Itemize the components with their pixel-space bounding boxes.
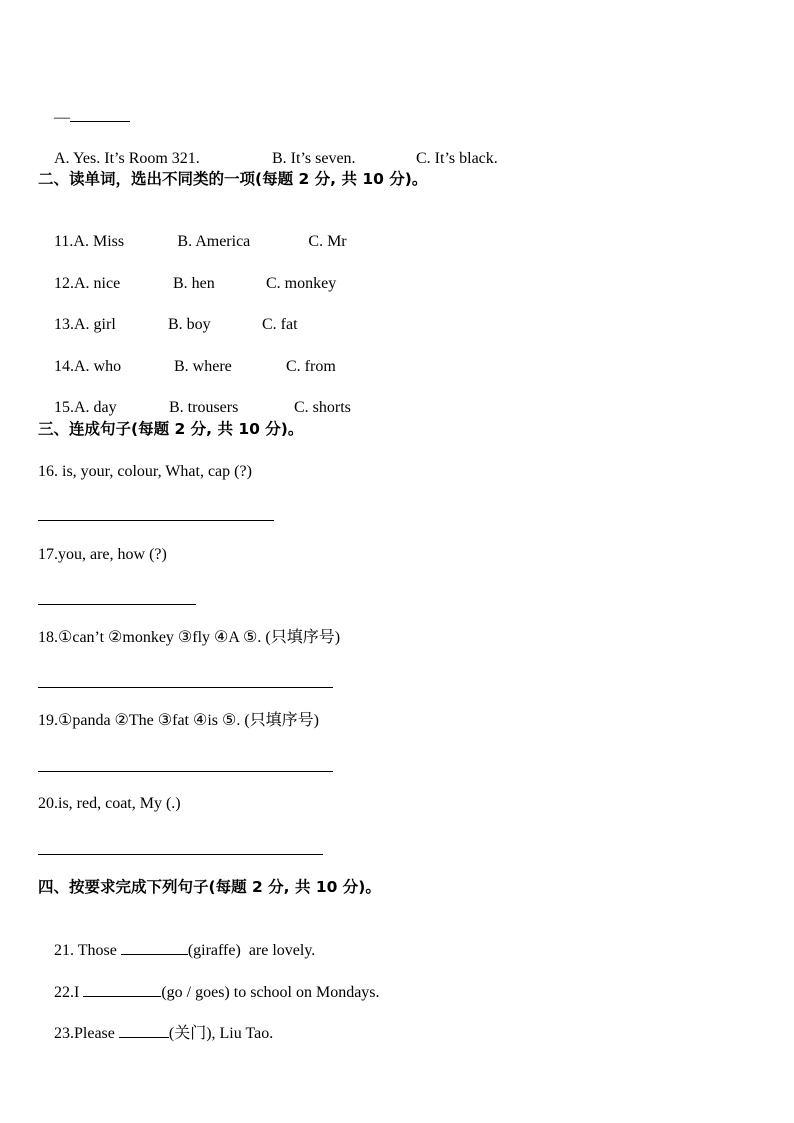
q20-prompt: 20.is, red, coat, My (.) <box>38 795 181 812</box>
q15-number: 15. <box>54 399 74 416</box>
q15-option-c: C. shorts <box>294 399 351 416</box>
q16-answer-line[interactable] <box>38 520 274 521</box>
q20-answer-line[interactable] <box>38 854 323 855</box>
q11-number: 11. <box>54 233 74 250</box>
q11-option-b: B. America <box>177 233 251 250</box>
section3-heading: 三、连成句子(每题 2 分, 共 10 分)。 <box>38 420 304 438</box>
q10-option-c: C. It’s black. <box>416 150 498 167</box>
q13-option-c: C. fat <box>262 316 298 333</box>
q21-pre: 21. Those <box>54 942 121 959</box>
q17-answer-line[interactable] <box>38 604 196 605</box>
q23 <box>38 1002 273 1064</box>
q13-option-b: B. boy <box>168 316 211 333</box>
q10-option-a: A. Yes. It’s Room 321. <box>54 150 200 167</box>
answer-blank[interactable] <box>70 106 130 122</box>
q22-pre: 22.I <box>54 984 84 1001</box>
q12-option-c: C. monkey <box>266 275 337 292</box>
q15-option-a: A. day <box>74 399 117 416</box>
q10-option-b: B. It’s seven. <box>272 150 356 167</box>
q11-option-c: C. Mr <box>308 233 347 250</box>
q14-option-c: C. from <box>286 358 336 375</box>
section4-heading: 四、按要求完成下列句子(每题 2 分, 共 10 分)。 <box>38 878 381 896</box>
section2-heading: 二、读单词，选出不同类的一项(每题 2 分, 共 10 分)。 <box>38 170 428 188</box>
q11-option-a: A. Miss <box>73 233 125 250</box>
q19-answer-line[interactable] <box>38 771 333 772</box>
answer-dash: — <box>54 109 70 126</box>
q12-option-b: B. hen <box>173 275 215 292</box>
q12-option-a: A. nice <box>74 275 121 292</box>
q14-option-a: A. who <box>74 358 122 375</box>
q22-blank[interactable] <box>83 981 161 997</box>
q19-prompt: 19.①panda ②The ③fat ④is ⑤. (只填序号) <box>38 712 320 729</box>
q14-option-b: B. where <box>174 358 232 375</box>
q16-prompt: 16. is, your, colour, What, cap (?) <box>38 463 252 480</box>
q13-number: 13. <box>54 316 74 333</box>
q18-answer-line[interactable] <box>38 687 333 688</box>
q15-option-b: B. trousers <box>169 399 239 416</box>
q17-prompt: 17.you, are, how (?) <box>38 546 167 563</box>
q21-post: (giraffe) are lovely. <box>187 942 316 959</box>
q13-option-a: A. girl <box>74 316 116 333</box>
q23-blank[interactable] <box>119 1022 169 1038</box>
q21-blank[interactable] <box>121 939 188 955</box>
q14-number: 14. <box>54 358 74 375</box>
q18-prompt: 18.①can’t ②monkey ③fly ④A ⑤. (只填序号) <box>38 629 341 646</box>
q23-pre: 23.Please <box>54 1025 119 1042</box>
q23-post: (关门), Liu Tao. <box>168 1025 274 1042</box>
q12-number: 12. <box>54 275 74 292</box>
q22-post: (go / goes) to school on Mondays. <box>161 984 380 1001</box>
